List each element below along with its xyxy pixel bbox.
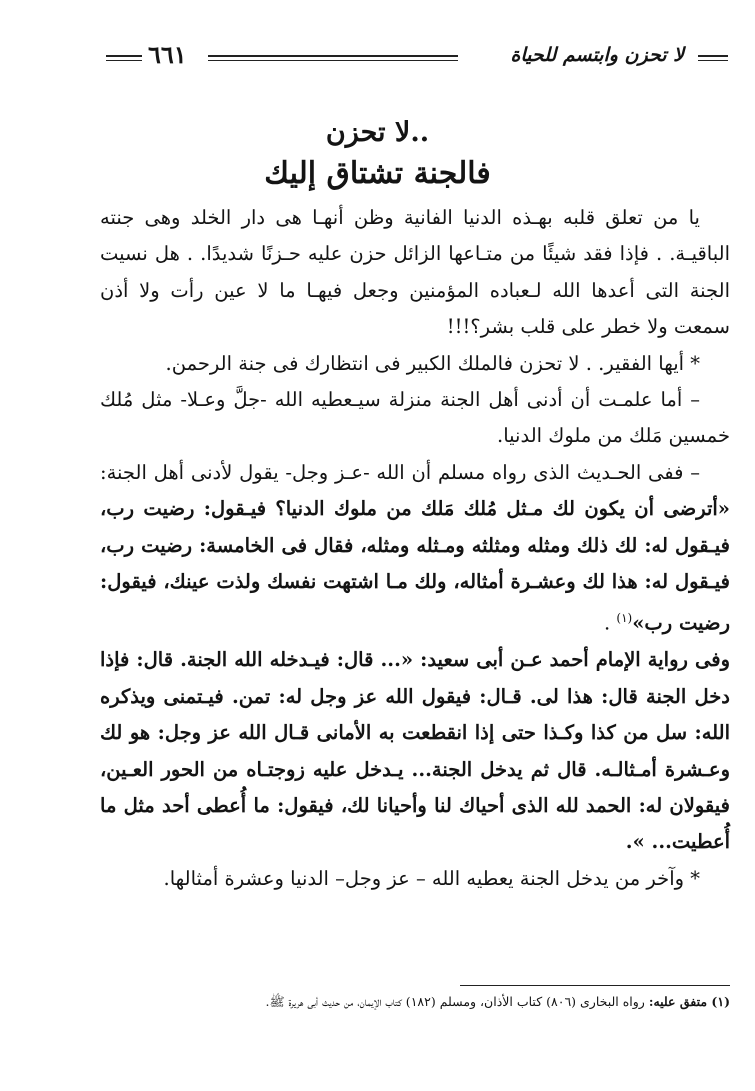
hadith-end: . [604, 611, 617, 635]
chapter-title [0, 114, 755, 196]
header-rule-middle [208, 55, 458, 61]
paragraph-2: * أيها الفقير. . لا تحزن فالملك الكبير فى انتظارك فى جنة الرحمن. [165, 351, 700, 375]
hadith-quote: «أترضى أن يكون لك مـثل مُلك مَلك من ملوك الدنيا؟ فيـقول: رضيت رب، فيـقول له: لك ذلك ومثله ومثلثه ومـثله ومثله، فقال فى الخامسة: رضيت رب، فيـقول له: هذا لك وعشـرة أمثاله، ولك مـا اشتهت نفسك ولذت عينك، فيقول: رضيت رب» [100, 497, 730, 635]
header-rule-left [106, 55, 142, 61]
paragraph-last: * وآخر من يدخل الجنة يعطيه الله – عز وجل– الدنيا وعشرة أمثالها. [163, 866, 700, 890]
paragraph-3: – أما علمـت أن أدنى أهل الجنة منزلة سيـعطيه الله -جلَّ وعـلا- مثل مُلك خمسين مَلك من ملوك الدنيا. [100, 388, 730, 448]
paragraph-ahmad: وفى رواية الإمام أحمد عـن أبى سعيد: «... قال: فيـدخله الله الجنة. قال: فإذا دخل الجنة قال: هذا لى. قـال: فيقول الله عز وجل له: تمن. فيـتمنى ويذكره الله: سل من كذا وكـذا حتى إذا انقطعت به الأمانى قـال الله عز وجل: هو لك وعـشرة أمـثالـه. قال ثم يدخل الجنة... يـدخل عليه زوجتـاه من الحور العـين، فيقولان له: الحمد لله الذى أحياك لنا وأحيانا لك، فيقول: ما أُعطى أحد مثل ما أُعطيت... ». [100, 648, 730, 854]
footnote-divider [460, 985, 730, 986]
paragraph-hadith [100, 455, 730, 643]
footnote-reference: (١) [616, 611, 633, 626]
header-rule-right [698, 55, 728, 61]
page-header [96, 38, 728, 78]
footnote-label: (١) متفق عليه: [648, 994, 730, 1009]
chapter-title-line1: لا تحزن.. [325, 117, 430, 148]
paragraph-1: يا من تعلق قلبه بهـذه الدنيا الفانية وظن أنهـا هى دار الخلد وهى جنته الباقيـة. . فإذا فقد شيئًا من متـاعها الزائل حزن عليه حـزنًا شديدًا. . هل نسيت الجنة التى أعدها الله لـعباده المؤمنين وجعل فيهـا ما لا عين رأت ولا أذن سمعت ولا خطر على قلب بشر؟!!! [100, 206, 730, 339]
hadith-intro: – ففى الحـديث الذى رواه مسلم أن الله -عـز وجل- يقول لأدنى أهل الجنة: [100, 460, 700, 484]
footnote [100, 992, 730, 1012]
footnote-text: رواه البخارى (٨٠٦) كتاب الأذان، ومسلم (١٨٢) كتاب الإيمان، من حديث أبى هريرة ﷺ. [265, 994, 649, 1009]
body-text [100, 200, 730, 897]
running-title: لا تحزن وابتسم للحياة [510, 44, 684, 66]
chapter-title-line2: فالجنة تشتاق إليك [264, 156, 491, 191]
page-number: ٦٦١ [148, 40, 187, 69]
